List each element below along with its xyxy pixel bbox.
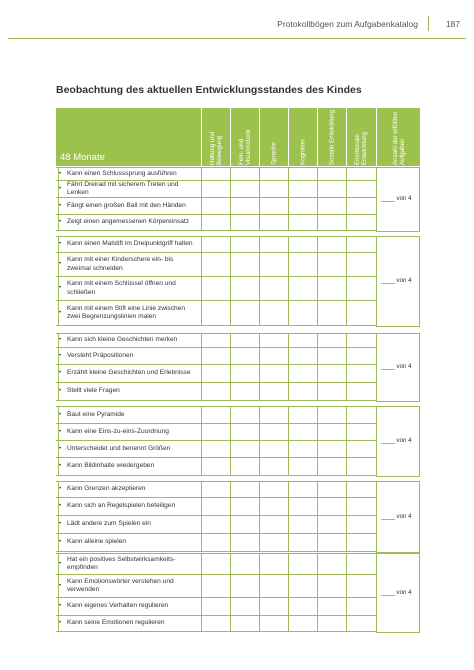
check-cell[interactable]: [201, 407, 230, 423]
item-label: Kann Grenzen akzeptieren: [67, 485, 146, 493]
item-group: [56, 553, 420, 632]
item-label: Kann mit einem Stift eine Linie zwischen zwei Begrenzungslinien malen: [67, 304, 186, 320]
check-cell[interactable]: [288, 215, 317, 230]
check-cell[interactable]: [201, 301, 230, 325]
table-row: [56, 406, 376, 424]
item-text: [58, 383, 198, 400]
table-row: [56, 167, 376, 181]
check-cell[interactable]: [230, 575, 259, 597]
check-cell[interactable]: [259, 482, 288, 497]
check-cell[interactable]: [288, 253, 317, 276]
check-cell[interactable]: [346, 482, 375, 497]
bullet-icon: •: [59, 620, 62, 627]
item-group: [56, 236, 420, 326]
item-label: Kann einen Schlusssprung ausführen: [67, 169, 177, 177]
bullet-icon: •: [59, 463, 62, 470]
check-cell[interactable]: [259, 498, 288, 515]
check-cell[interactable]: [230, 253, 259, 276]
bullet-icon: •: [59, 202, 62, 209]
check-cell[interactable]: [201, 616, 230, 631]
check-cell[interactable]: [259, 458, 288, 475]
table-row: [56, 301, 376, 326]
check-cell[interactable]: [317, 598, 346, 615]
check-cell[interactable]: [230, 516, 259, 533]
item-group: [56, 333, 420, 401]
table-row: [56, 598, 376, 616]
check-cell[interactable]: [230, 168, 259, 180]
check-cell[interactable]: [288, 598, 317, 615]
check-cell[interactable]: [259, 168, 288, 180]
check-cell[interactable]: [288, 534, 317, 551]
bullet-icon: •: [59, 309, 62, 316]
check-cell[interactable]: [317, 383, 346, 400]
check-cell[interactable]: [288, 482, 317, 497]
check-cell[interactable]: [288, 554, 317, 574]
table-row: [56, 333, 376, 348]
item-label: Zeigt einen angemessenen Körpereinsatz: [67, 218, 190, 226]
bullet-icon: •: [59, 185, 62, 192]
check-cell[interactable]: [201, 253, 230, 276]
check-cell[interactable]: [288, 237, 317, 252]
count-cell[interactable]: [376, 553, 420, 633]
item-label: Versteht Präpositionen: [67, 351, 134, 359]
bullet-icon: •: [59, 388, 62, 395]
check-cell[interactable]: [288, 441, 317, 457]
item-label: Kann eine Eins-zu-eins-Zuordnung: [67, 427, 169, 435]
table-row: [56, 181, 376, 198]
check-cell[interactable]: [230, 237, 259, 252]
check-cell[interactable]: [201, 198, 230, 214]
check-cell[interactable]: [259, 554, 288, 574]
item-text: [58, 348, 198, 364]
item-text: [58, 534, 198, 551]
bullet-icon: •: [59, 352, 62, 359]
table-row: [56, 616, 376, 632]
check-cell[interactable]: [317, 237, 346, 252]
check-cell[interactable]: [346, 458, 375, 475]
check-cell[interactable]: [288, 458, 317, 475]
check-cell[interactable]: [201, 365, 230, 382]
check-cell[interactable]: [259, 181, 288, 197]
count-label: ____ von 4: [381, 589, 412, 596]
check-cell[interactable]: [288, 181, 317, 197]
item-text: [58, 498, 198, 515]
check-cell[interactable]: [259, 424, 288, 440]
check-cell[interactable]: [288, 516, 317, 533]
table-row: [56, 424, 376, 441]
item-text: [58, 198, 198, 214]
check-cell[interactable]: [346, 253, 375, 276]
check-cell[interactable]: [288, 616, 317, 631]
table-row: [56, 253, 376, 277]
check-cell[interactable]: [201, 441, 230, 457]
column-header: [288, 108, 317, 166]
check-cell[interactable]: [230, 554, 259, 574]
check-cell[interactable]: [201, 482, 230, 497]
item-text: [58, 365, 198, 382]
check-cell[interactable]: [230, 365, 259, 382]
check-cell[interactable]: [259, 575, 288, 597]
column-header-label: Haltung und Bewegung: [209, 131, 223, 165]
item-text: [58, 441, 198, 457]
table-header: [56, 108, 420, 166]
item-text: [58, 301, 198, 325]
check-cell[interactable]: [230, 441, 259, 457]
check-cell[interactable]: [317, 215, 346, 230]
bullet-icon: •: [59, 219, 62, 226]
item-label: Kann sich an Regelspielen beteiligen: [67, 502, 176, 510]
item-text: [58, 598, 198, 615]
check-cell[interactable]: [317, 482, 346, 497]
count-label: ____ von 4: [381, 195, 412, 202]
check-cell[interactable]: [317, 498, 346, 515]
table-row: [56, 236, 376, 253]
item-text: [58, 215, 198, 230]
item-text: [58, 516, 198, 533]
check-cell[interactable]: [346, 215, 375, 230]
item-label: Kann alleine spielen: [67, 538, 127, 546]
bullet-icon: •: [59, 411, 62, 418]
check-cell[interactable]: [288, 424, 317, 440]
check-cell[interactable]: [201, 424, 230, 440]
item-group: [56, 167, 420, 231]
check-cell[interactable]: [259, 301, 288, 325]
bullet-icon: •: [59, 582, 62, 589]
item-text: [58, 334, 198, 347]
page-header: [0, 0, 474, 40]
check-cell[interactable]: [317, 365, 346, 382]
column-header-label: Fein- und Visuomotorik: [238, 129, 252, 165]
count-cell[interactable]: [376, 167, 420, 232]
item-text: [58, 407, 198, 423]
item-text: [58, 616, 198, 631]
check-cell[interactable]: [230, 383, 259, 400]
check-cell[interactable]: [346, 516, 375, 533]
check-cell[interactable]: [288, 365, 317, 382]
check-cell[interactable]: [346, 168, 375, 180]
check-cell[interactable]: [346, 554, 375, 574]
table-row: [56, 481, 376, 498]
check-cell[interactable]: [259, 598, 288, 615]
item-label: Kann eigenes Verhalten regulieren: [67, 602, 169, 610]
check-cell[interactable]: [317, 575, 346, 597]
header-title: Protokollbögen zum Aufgabenkatalog: [277, 19, 418, 29]
table-row: [56, 348, 376, 365]
check-cell[interactable]: [259, 348, 288, 364]
check-cell[interactable]: [201, 458, 230, 475]
bullet-icon: •: [59, 337, 62, 344]
check-cell[interactable]: [230, 334, 259, 347]
item-label: Hat ein positives Selbstwirksamkeits-empfinden: [67, 555, 176, 571]
check-cell[interactable]: [201, 598, 230, 615]
check-cell[interactable]: [201, 575, 230, 597]
check-cell[interactable]: [288, 301, 317, 325]
check-cell[interactable]: [346, 237, 375, 252]
check-cell[interactable]: [230, 277, 259, 300]
item-text: [58, 482, 198, 497]
item-label: Kann sich kleine Geschichten merken: [67, 336, 178, 344]
item-text: [58, 168, 198, 180]
item-label: Kann mit einem Schlüssel öffnen und schließen: [67, 280, 176, 296]
check-cell[interactable]: [259, 383, 288, 400]
check-cell[interactable]: [346, 334, 375, 347]
check-cell[interactable]: [288, 348, 317, 364]
count-cell[interactable]: [376, 333, 420, 402]
check-cell[interactable]: [201, 348, 230, 364]
check-cell[interactable]: [230, 458, 259, 475]
check-cell[interactable]: [201, 334, 230, 347]
item-label: Kann Emotionswörter verstehen und verwenden: [67, 577, 174, 593]
item-label: Kann einen Malstift im Dreipunktgriff halten: [67, 240, 193, 248]
bullet-icon: •: [59, 285, 62, 292]
check-cell[interactable]: [259, 441, 288, 457]
check-cell[interactable]: [259, 534, 288, 551]
bullet-icon: •: [59, 261, 62, 268]
table-row: [56, 215, 376, 231]
count-cell[interactable]: [376, 406, 420, 477]
check-cell[interactable]: [288, 498, 317, 515]
column-header-label: Emotionale Entwicklung: [354, 131, 368, 165]
bullet-icon: •: [59, 445, 62, 452]
check-cell[interactable]: [317, 253, 346, 276]
check-cell[interactable]: [230, 181, 259, 197]
check-cell[interactable]: [230, 424, 259, 440]
item-label: Baut eine Pyramide: [67, 410, 125, 418]
count-label: ____ von 4: [381, 437, 412, 444]
check-cell[interactable]: [346, 575, 375, 597]
item-text: [58, 237, 198, 252]
check-cell[interactable]: [346, 598, 375, 615]
header-rule: [8, 38, 466, 39]
item-label: Lädt andere zum Spielen ein: [67, 520, 151, 528]
check-cell[interactable]: [317, 348, 346, 364]
check-cell[interactable]: [230, 616, 259, 631]
check-cell[interactable]: [230, 198, 259, 214]
column-header: [230, 108, 259, 166]
check-cell[interactable]: [317, 616, 346, 631]
table-row: [56, 383, 376, 401]
check-cell[interactable]: [288, 383, 317, 400]
check-cell[interactable]: [346, 383, 375, 400]
item-group: [56, 406, 420, 476]
check-cell[interactable]: [288, 168, 317, 180]
section-title: Beobachtung des aktuellen Entwicklungsstandes des Kindes: [56, 84, 362, 96]
table-row: [56, 553, 376, 575]
check-cell[interactable]: [201, 516, 230, 533]
check-cell[interactable]: [201, 554, 230, 574]
item-text: [58, 181, 198, 197]
check-cell[interactable]: [201, 383, 230, 400]
check-cell[interactable]: [288, 334, 317, 347]
check-cell[interactable]: [201, 168, 230, 180]
table-row: [56, 575, 376, 598]
item-label: Kann mit einer Kinderschere ein- bis zweimal schneiden: [67, 256, 174, 272]
count-label: ____ von 4: [381, 363, 412, 370]
bullet-icon: •: [59, 603, 62, 610]
column-header: [201, 108, 230, 166]
check-cell[interactable]: [346, 365, 375, 382]
check-cell[interactable]: [259, 215, 288, 230]
item-text: [58, 424, 198, 440]
check-cell[interactable]: [346, 534, 375, 551]
check-cell[interactable]: [317, 168, 346, 180]
check-cell[interactable]: [288, 575, 317, 597]
check-cell[interactable]: [259, 516, 288, 533]
table-row: [56, 516, 376, 534]
check-cell[interactable]: [201, 534, 230, 551]
item-text: [58, 277, 198, 300]
table-row: [56, 277, 376, 301]
check-cell[interactable]: [346, 616, 375, 631]
check-cell[interactable]: [259, 365, 288, 382]
age-label: 48 Monate: [60, 152, 105, 163]
check-cell[interactable]: [230, 215, 259, 230]
column-header-label: Sprache: [270, 141, 278, 165]
bullet-icon: •: [59, 560, 62, 567]
check-cell[interactable]: [317, 407, 346, 423]
header-divider: [428, 16, 429, 31]
check-cell[interactable]: [201, 215, 230, 230]
check-cell[interactable]: [346, 301, 375, 325]
table-row: [56, 365, 376, 383]
check-cell[interactable]: [317, 277, 346, 300]
item-group: [56, 481, 420, 552]
bullet-icon: •: [59, 521, 62, 528]
check-cell[interactable]: [346, 198, 375, 214]
page-number: 187: [445, 19, 460, 29]
check-cell[interactable]: [259, 616, 288, 631]
check-cell[interactable]: [346, 498, 375, 515]
check-cell[interactable]: [317, 458, 346, 475]
check-cell[interactable]: [259, 237, 288, 252]
column-header-label: Anzahl der erfüllten Aufgaben: [391, 111, 406, 165]
check-cell[interactable]: [317, 534, 346, 551]
check-cell[interactable]: [346, 277, 375, 300]
check-cell[interactable]: [317, 516, 346, 533]
check-cell[interactable]: [230, 301, 259, 325]
check-cell[interactable]: [259, 277, 288, 300]
bullet-icon: •: [59, 539, 62, 546]
bullet-icon: •: [59, 170, 62, 177]
item-label: Stellt viele Fragen: [67, 387, 120, 395]
check-cell[interactable]: [346, 424, 375, 440]
item-text: [58, 458, 198, 475]
check-cell[interactable]: [346, 348, 375, 364]
bullet-icon: •: [59, 503, 62, 510]
bullet-icon: •: [59, 370, 62, 377]
check-cell[interactable]: [201, 237, 230, 252]
check-cell[interactable]: [201, 498, 230, 515]
column-header: [376, 108, 420, 166]
bullet-icon: •: [59, 428, 62, 435]
check-cell[interactable]: [288, 198, 317, 214]
check-cell[interactable]: [259, 198, 288, 214]
bullet-icon: •: [59, 486, 62, 493]
check-cell[interactable]: [346, 181, 375, 197]
check-cell[interactable]: [230, 348, 259, 364]
item-text: [58, 575, 198, 597]
item-text: [58, 554, 198, 574]
count-cell[interactable]: [376, 481, 420, 553]
check-cell[interactable]: [346, 441, 375, 457]
item-text: [58, 253, 198, 276]
count-cell[interactable]: [376, 236, 420, 327]
item-label: Kann Bildinhalte wiedergeben: [67, 462, 155, 470]
check-cell[interactable]: [230, 534, 259, 551]
table-row: [56, 534, 376, 552]
check-cell[interactable]: [317, 424, 346, 440]
column-header: [259, 108, 288, 166]
check-cell[interactable]: [288, 407, 317, 423]
column-header-label: Kognition: [299, 139, 307, 165]
check-cell[interactable]: [259, 334, 288, 347]
check-cell[interactable]: [201, 277, 230, 300]
item-label: Erzählt kleine Geschichten und Erlebnisse: [67, 369, 191, 377]
table-row: [56, 458, 376, 476]
check-cell[interactable]: [317, 441, 346, 457]
item-label: Unterscheidet und benennt Größen: [67, 444, 171, 452]
check-cell[interactable]: [259, 253, 288, 276]
check-cell[interactable]: [230, 407, 259, 423]
column-header: [346, 108, 375, 166]
check-cell[interactable]: [201, 181, 230, 197]
table-row: [56, 441, 376, 458]
check-cell[interactable]: [288, 277, 317, 300]
item-label: Kann seine Emotionen regulieren: [67, 619, 165, 627]
check-cell[interactable]: [317, 181, 346, 197]
check-cell[interactable]: [317, 301, 346, 325]
check-cell[interactable]: [230, 498, 259, 515]
check-cell[interactable]: [230, 598, 259, 615]
item-label: Fährt Dreirad mit sicherem Treten und Lenken: [67, 180, 179, 196]
check-cell[interactable]: [230, 482, 259, 497]
check-cell[interactable]: [259, 407, 288, 423]
check-cell[interactable]: [317, 554, 346, 574]
check-cell[interactable]: [346, 407, 375, 423]
table-row: [56, 198, 376, 215]
table-row: [56, 498, 376, 516]
check-cell[interactable]: [317, 198, 346, 214]
column-header: [317, 108, 346, 166]
count-label: ____ von 4: [381, 277, 412, 284]
count-label: ____ von 4: [381, 513, 412, 520]
check-cell[interactable]: [317, 334, 346, 347]
column-header-label: Soziale Entwicklung: [328, 109, 336, 165]
bullet-icon: •: [59, 241, 62, 248]
item-label: Fängt einen großen Ball mit den Händen: [67, 201, 186, 209]
